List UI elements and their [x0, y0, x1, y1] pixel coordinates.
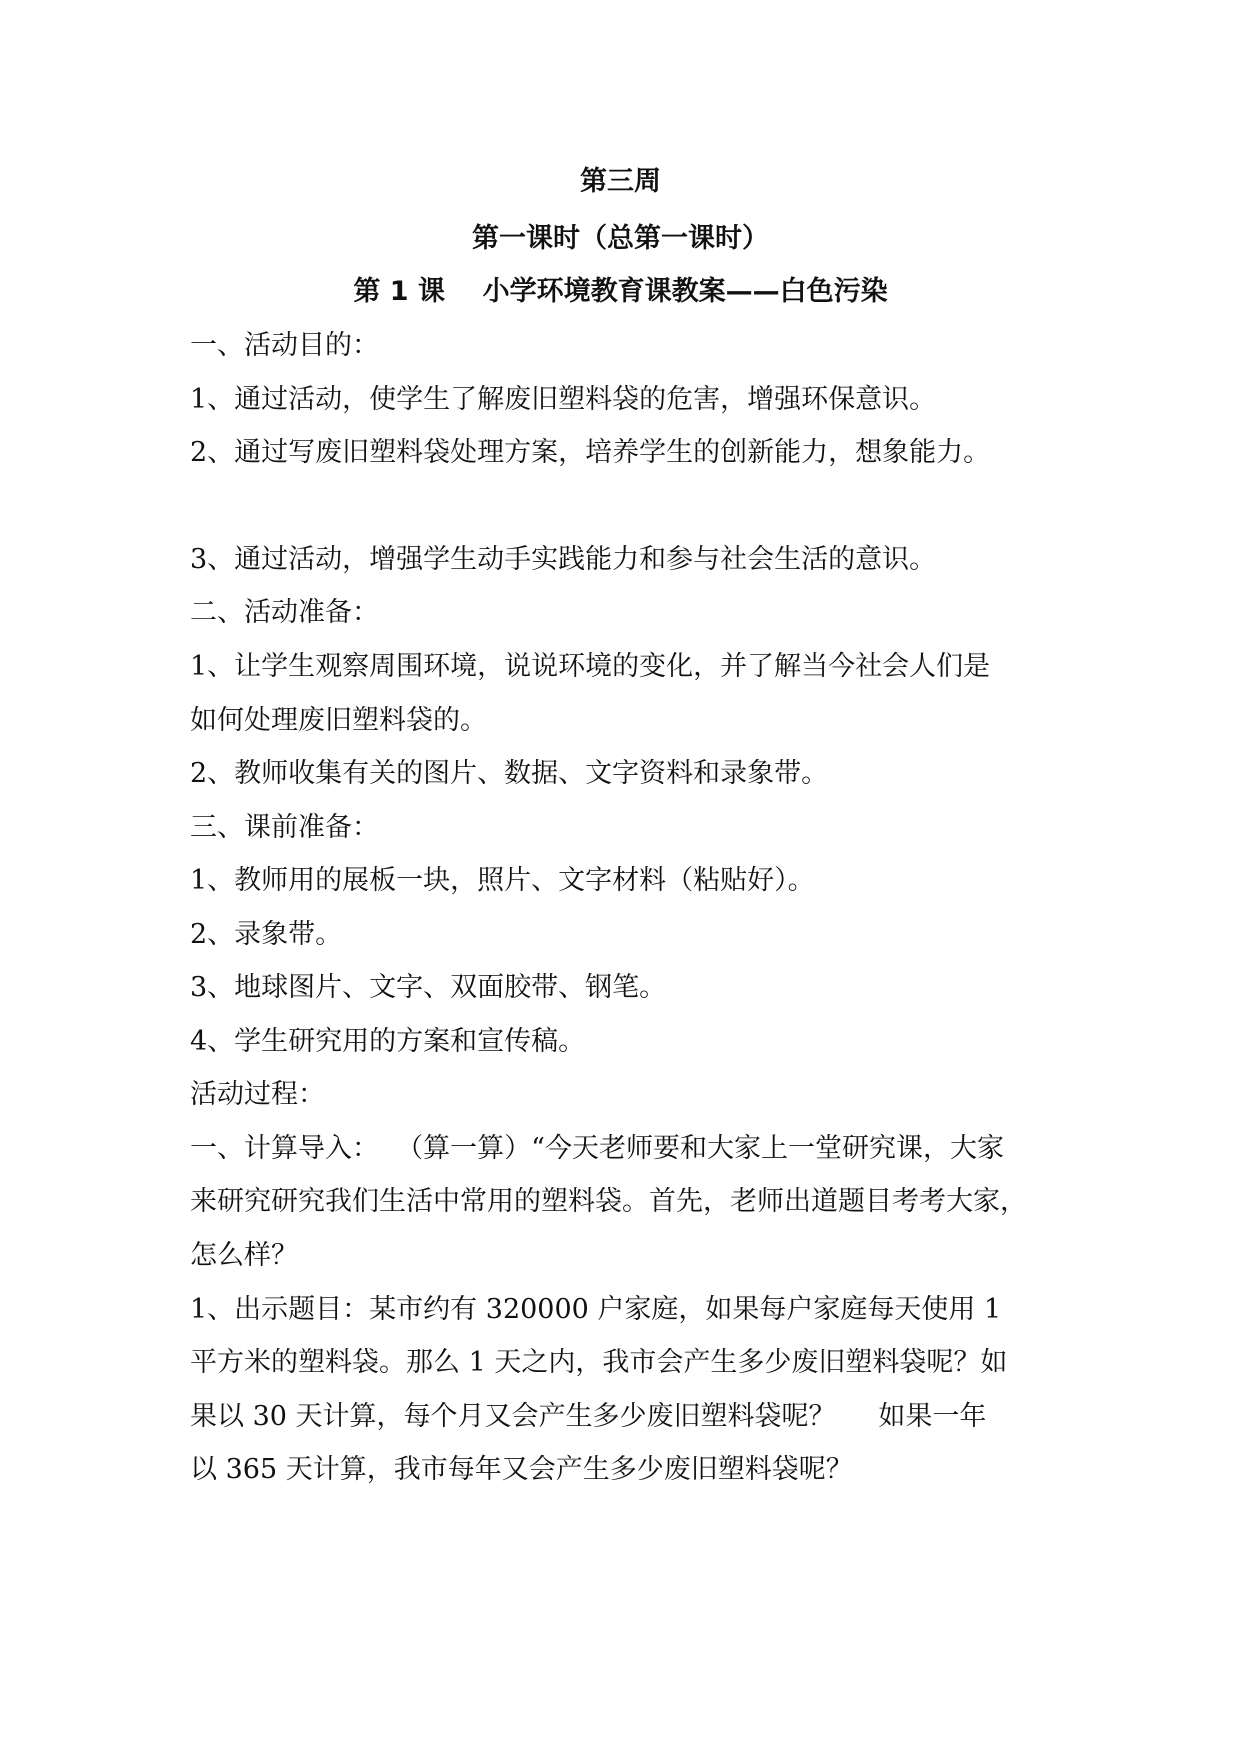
- pre-class-4: 4、学生研究用的方案和宣传稿。: [190, 1026, 586, 1057]
- preparation-2: 2、教师收集有关的图片、数据、文字资料和录象带。: [190, 758, 829, 789]
- lesson-title: 第 1 课 小学环境教育课教案——白色污染: [353, 276, 888, 307]
- section-heading-preparation: 二、活动准备：: [190, 597, 379, 628]
- question-line-1: 1、出示题目：某市约有 320000 户家庭，如果每户家庭每天使用 1: [190, 1294, 1002, 1325]
- pre-class-1: 1、教师用的展板一块，照片、文字材料（粘贴好）。: [190, 865, 815, 896]
- section-heading-objectives: 一、活动目的：: [190, 330, 379, 361]
- section-heading-process: 活动过程：: [190, 1079, 325, 1110]
- pre-class-3: 3、地球图片、文字、双面胶带、钢笔。: [190, 972, 667, 1003]
- question-line-4: 以 365 天计算，我市每年又会产生多少废旧塑料袋呢？: [190, 1454, 853, 1485]
- process-intro-line-2: 来研究研究我们生活中常用的塑料袋。首先，老师出道题目考考大家，: [190, 1186, 1027, 1217]
- process-intro-line-1: 一、计算导入： （算一算）“今天老师要和大家上一堂研究课，大家: [190, 1133, 1004, 1164]
- preparation-1: 1、让学生观察周围环境，说说环境的变化，并了解当今社会人们是: [190, 651, 991, 682]
- objective-2: 2、通过写废旧塑料袋处理方案，培养学生的创新能力，想象能力。: [190, 437, 991, 468]
- preparation-1-continued: 如何处理废旧塑料袋的。: [190, 705, 487, 736]
- question-line-3: 果以 30 天计算，每个月又会产生多少废旧塑料袋呢？ 如果一年: [190, 1401, 987, 1432]
- week-heading: 第三周: [580, 166, 661, 197]
- objective-3: 3、通过活动，增强学生动手实践能力和参与社会生活的意识。: [190, 544, 937, 575]
- section-heading-pre-class: 三、课前准备：: [190, 812, 379, 843]
- session-heading: 第一课时（总第一课时）: [472, 223, 769, 254]
- process-intro-line-3: 怎么样？: [190, 1240, 298, 1271]
- pre-class-2: 2、录象带。: [190, 919, 343, 950]
- question-line-2: 平方米的塑料袋。那么 1 天之内，我市会产生多少废旧塑料袋呢？如: [190, 1347, 1008, 1378]
- objective-1: 1、通过活动，使学生了解废旧塑料袋的危害，增强环保意识。: [190, 384, 937, 415]
